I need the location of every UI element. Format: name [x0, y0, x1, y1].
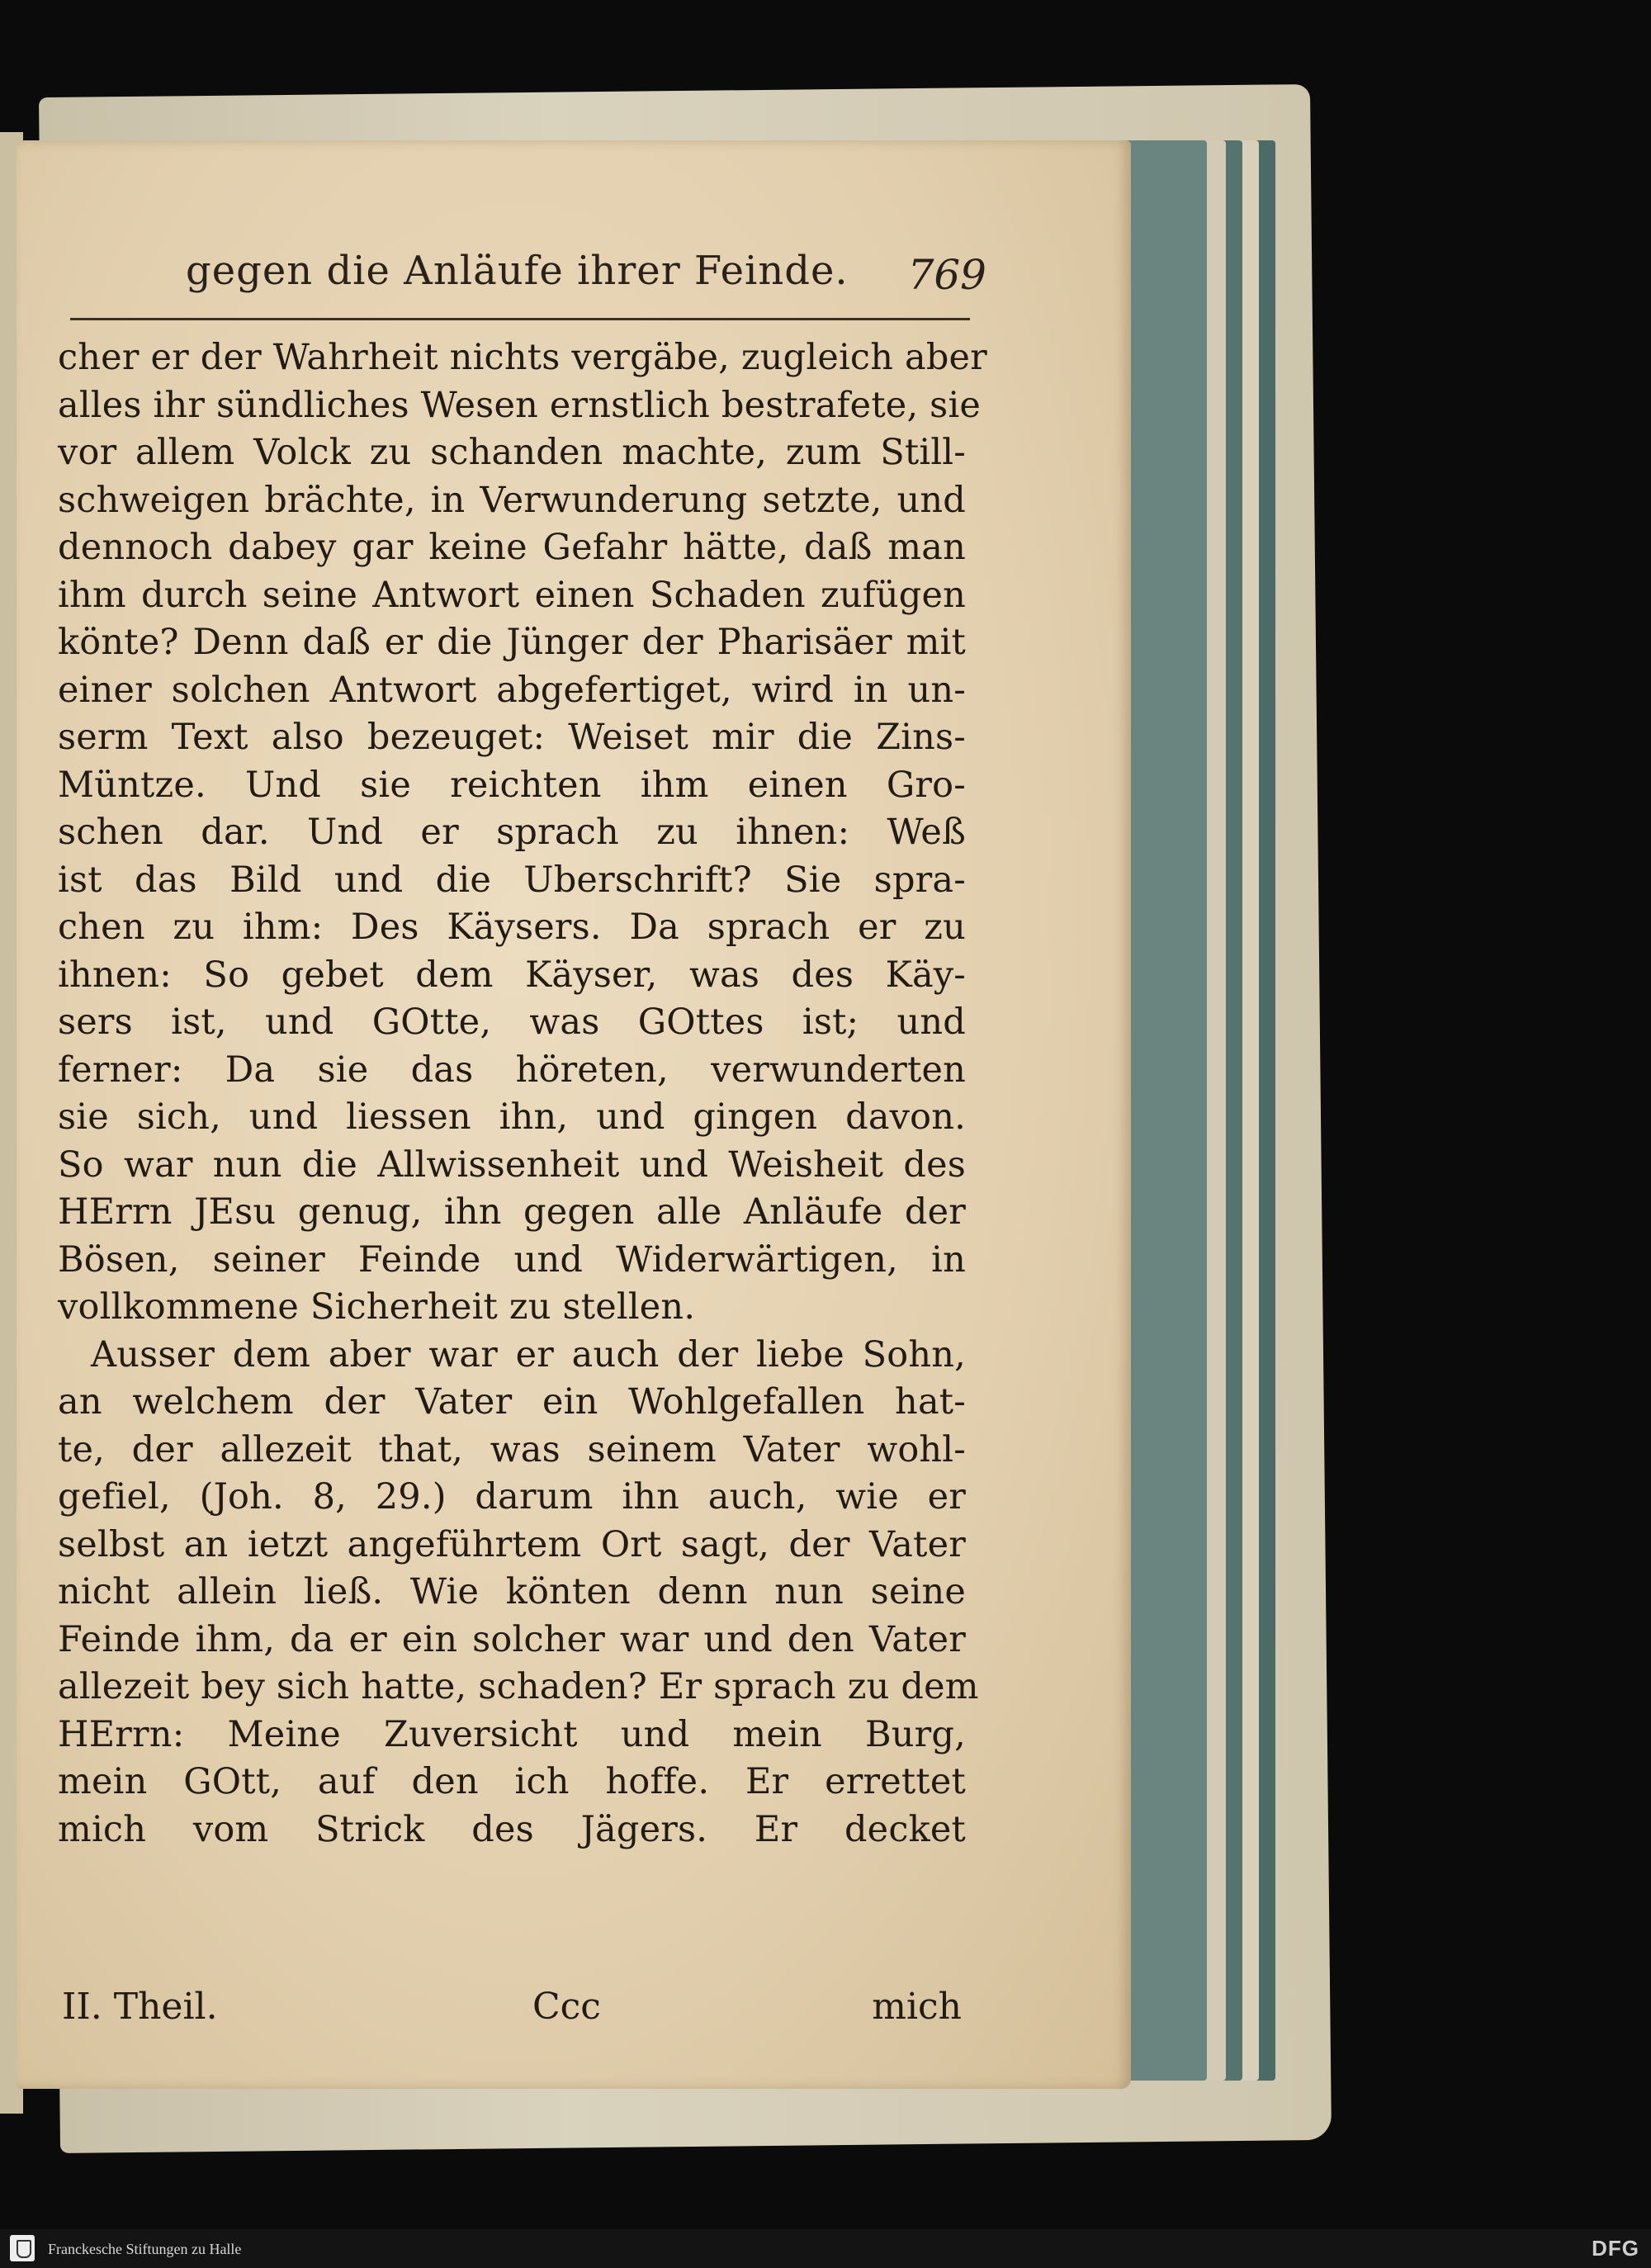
text-line: te, der allezeit that, was seinem Vater wohl- [58, 1428, 966, 1470]
text-line: vollkommene Sicherheit zu stellen. [58, 1286, 696, 1328]
body-text [58, 334, 987, 1854]
text-line: einer solchen Antwort abgefertiget, wird in un- [58, 669, 966, 711]
signature-part: II. Theil. [62, 1986, 218, 2028]
header-rule [70, 318, 970, 320]
text-line: Müntze. Und sie reichten ihm einen Gro- [58, 764, 966, 806]
text-line: sers ist, und GOtte, was GOttes ist; und [58, 1001, 966, 1043]
signature-mark: Ccc [532, 1986, 601, 2028]
text-line: an welchem der Vater ein Wohlgefallen hat- [58, 1381, 966, 1423]
text-line: schen dar. Und er sprach zu ihnen: Weß [58, 812, 966, 853]
text-line: cher er der Wahrheit nichts vergäbe, zugleich aber [58, 337, 987, 378]
text-line: vor allem Volck zu schanden machte, zum Still- [58, 432, 966, 473]
running-title: gegen die Anläufe ihrer Feinde. [186, 248, 849, 294]
text-line: ihnen: So gebet dem Käyser, was des Käy- [58, 954, 966, 996]
text-line: könte? Denn daß er die Jünger der Pharisäer mit [58, 622, 966, 663]
text-line: nicht allein ließ. Wie könten denn nun seine [58, 1571, 966, 1612]
text-line: dennoch dabey gar keine Gefahr hätte, daß man [58, 527, 966, 568]
text-line: selbst an ietzt angeführtem Ort sagt, der Vater [58, 1523, 966, 1565]
text-line: HErrn JEsu genug, ihn gegen alle Anläufe der [58, 1191, 966, 1233]
text-line: mich vom Strick des Jägers. Er decket [58, 1808, 966, 1850]
page-footer [62, 1986, 962, 2035]
text-line: Ausser dem aber war er auch der liebe Sohn, [91, 1333, 966, 1375]
text-line: ihm durch seine Antwort einen Schaden zufügen [58, 574, 966, 616]
page-edge [1124, 140, 1207, 2081]
text-line: So war nun die Allwissenheit und Weisheit des [58, 1143, 966, 1186]
viewer-banner [0, 2229, 1651, 2268]
text-line: ist das Bild und die Uberschrift? Sie spra- [58, 859, 966, 901]
text-line: alles ihr sündliches Wesen ernstlich bestrafete, sie [58, 384, 982, 426]
catchword: mich [872, 1986, 962, 2028]
text-line: allezeit bey sich hatte, schaden? Er sprach zu dem [58, 1666, 979, 1707]
text-line: serm Text also bezeuget: Weiset mir die Zins- [58, 717, 966, 758]
dfg-logo: DFG [1592, 2236, 1639, 2261]
page-number: 769 [907, 251, 986, 299]
text-line: HErrn: Meine Zuversicht und mein Burg, [58, 1713, 966, 1755]
text-line: Bösen, seiner Feinde und Widerwärtigen, in [58, 1238, 966, 1281]
institution-crest-icon [10, 2235, 35, 2261]
text-line: Feinde ihm, da er ein solcher war und den Vater [58, 1618, 966, 1660]
text-line: gefiel, (Joh. 8, 29.) darum ihn auch, wie er [58, 1476, 966, 1518]
institution-name: Franckesche Stiftungen zu Halle [48, 2241, 242, 2257]
text-line: mein GOtt, auf den ich hoffe. Er errettet [58, 1761, 966, 1802]
text-line: ferner: Da sie das höreten, verwunderten [58, 1049, 966, 1091]
text-line: sie sich, und liessen ihn, und gingen davon. [58, 1096, 966, 1138]
page-header [169, 248, 986, 305]
text-line: chen zu ihm: Des Käysers. Da sprach er zu [58, 907, 966, 948]
text-line: schweigen brächte, in Verwunderung setzte, und [58, 479, 966, 521]
